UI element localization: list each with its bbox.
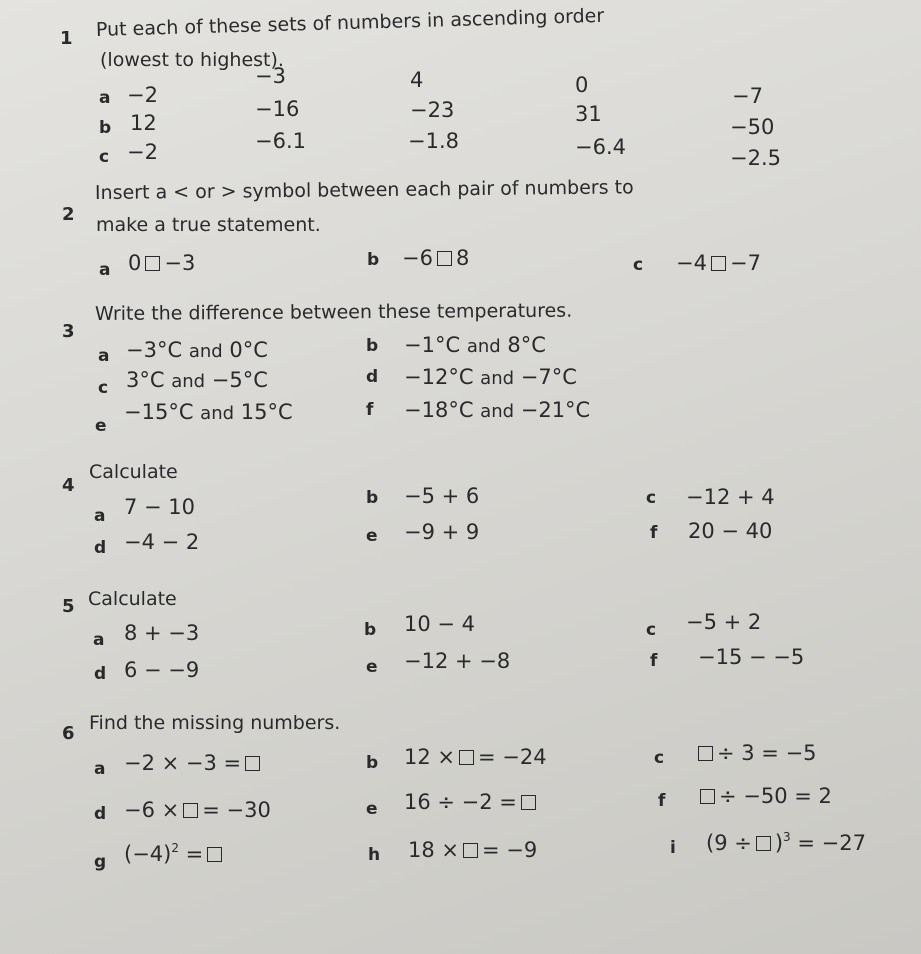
q3e-and: and bbox=[200, 403, 235, 424]
q1b-value-1: 12 bbox=[130, 111, 157, 135]
q1c-value-4: −6.4 bbox=[575, 135, 626, 159]
q1a-value-2: −3 bbox=[255, 64, 286, 88]
q4e-letter: e bbox=[366, 526, 378, 546]
q6i-pre: (9 ÷ bbox=[706, 831, 752, 855]
q3c-temp-2: −5°C bbox=[211, 368, 268, 392]
q6d-expression bbox=[124, 800, 271, 821]
q2c-left: −4 bbox=[676, 251, 707, 275]
q5c-letter: c bbox=[646, 620, 657, 640]
q2b-expression bbox=[402, 248, 469, 269]
q1-number: 1 bbox=[60, 28, 73, 49]
q1b-letter: b bbox=[99, 118, 112, 138]
q6b-post: = −24 bbox=[478, 745, 547, 769]
q2c-expression bbox=[676, 253, 761, 274]
q6a-expression bbox=[124, 753, 264, 774]
q4a-expression: 7 − 10 bbox=[124, 495, 196, 519]
q5d-letter: d bbox=[94, 664, 107, 684]
q3b-and: and bbox=[466, 336, 501, 357]
q6i-close-paren: ) bbox=[774, 831, 784, 855]
q6f-letter: f bbox=[658, 791, 666, 811]
q6h-answer-box[interactable] bbox=[463, 843, 478, 858]
q6e-pre: 16 ÷ −2 = bbox=[404, 790, 517, 814]
q1a-value-3: 4 bbox=[410, 68, 424, 92]
q5-instruction: Calculate bbox=[88, 588, 177, 610]
q3f-expression bbox=[404, 400, 590, 421]
q5e-letter: e bbox=[366, 657, 378, 677]
q6i-letter: i bbox=[670, 838, 676, 858]
q2c-answer-box[interactable] bbox=[711, 256, 726, 271]
q6f-post: ÷ −50 = 2 bbox=[719, 784, 832, 808]
q3b-temp-2: 8°C bbox=[507, 333, 546, 357]
q2a-letter: a bbox=[99, 260, 111, 280]
q3c-temp-1: 3°C bbox=[126, 368, 165, 392]
q3a-temp-2: 0°C bbox=[229, 338, 268, 362]
q6a-answer-box[interactable] bbox=[245, 756, 260, 771]
q3c-expression bbox=[126, 370, 268, 391]
q1b-value-4: 31 bbox=[575, 102, 602, 126]
q5a-letter: a bbox=[93, 630, 105, 650]
q2a-expression bbox=[128, 253, 195, 274]
q6i-expression bbox=[706, 830, 866, 855]
q3a-temp-1: −3°C bbox=[126, 338, 183, 362]
q6b-letter: b bbox=[366, 753, 379, 773]
q6g-pre: (−4) bbox=[124, 842, 172, 866]
q3b-temp-1: −1°C bbox=[404, 333, 461, 357]
q5f-expression: −15 − −5 bbox=[698, 645, 805, 669]
q3d-temp-2: −7°C bbox=[520, 365, 577, 389]
q6e-answer-box[interactable] bbox=[521, 795, 536, 810]
q1a-value-4: 0 bbox=[575, 73, 589, 97]
q1b-value-2: −16 bbox=[255, 97, 300, 121]
q6b-answer-box[interactable] bbox=[459, 750, 474, 765]
q6e-expression bbox=[404, 792, 540, 813]
q4d-expression: −4 − 2 bbox=[124, 530, 200, 554]
q3f-and: and bbox=[480, 401, 515, 422]
q3a-expression bbox=[126, 340, 268, 361]
q6b-pre: 12 × bbox=[404, 745, 455, 769]
q4b-expression: −5 + 6 bbox=[404, 484, 480, 508]
q6g-letter: g bbox=[94, 852, 107, 872]
q5f-letter: f bbox=[650, 651, 658, 671]
q3e-temp-2: 15°C bbox=[240, 400, 293, 424]
q3-instruction: Write the difference between these temperatures. bbox=[94, 299, 573, 325]
q6i-answer-box[interactable] bbox=[756, 836, 771, 851]
q6c-letter: c bbox=[654, 748, 665, 768]
q6d-answer-box[interactable] bbox=[183, 803, 198, 818]
q1a-value-1: −2 bbox=[127, 83, 158, 107]
q3a-letter: a bbox=[98, 346, 110, 366]
q5d-expression: 6 − −9 bbox=[124, 658, 200, 682]
q3d-and: and bbox=[480, 368, 515, 389]
q6b-expression bbox=[404, 747, 547, 768]
q3e-temp-1: −15°C bbox=[124, 400, 194, 424]
q3-number: 3 bbox=[62, 321, 75, 342]
q2b-letter: b bbox=[367, 250, 380, 270]
q1c-letter: c bbox=[99, 147, 110, 167]
q6d-pre: −6 × bbox=[124, 798, 180, 822]
q3e-letter: e bbox=[95, 416, 107, 436]
q6g-exponent: 2 bbox=[171, 841, 179, 855]
q4f-expression: 20 − 40 bbox=[688, 519, 773, 543]
q4-instruction: Calculate bbox=[89, 461, 178, 483]
q1c-value-1: −2 bbox=[127, 140, 158, 164]
q1c-value-3: −1.8 bbox=[408, 129, 459, 153]
q6f-expression bbox=[696, 786, 832, 807]
q5b-expression: 10 − 4 bbox=[404, 612, 476, 636]
q6e-letter: e bbox=[366, 799, 378, 819]
q6c-expression bbox=[694, 743, 817, 764]
q6i-post: = −27 bbox=[797, 831, 866, 855]
q1c-value-2: −6.1 bbox=[255, 129, 306, 153]
q2c-right: −7 bbox=[729, 251, 761, 275]
q6c-answer-box[interactable] bbox=[698, 746, 713, 761]
q6d-post: = −30 bbox=[202, 798, 271, 822]
q4c-expression: −12 + 4 bbox=[686, 485, 775, 509]
q2a-left: 0 bbox=[128, 251, 142, 275]
q4a-letter: a bbox=[94, 506, 106, 526]
q6h-expression bbox=[408, 840, 537, 861]
q6d-letter: d bbox=[94, 804, 107, 824]
q3d-expression bbox=[404, 367, 577, 388]
q6h-letter: h bbox=[368, 845, 381, 865]
q3b-expression bbox=[404, 335, 546, 356]
q6g-equals: = bbox=[185, 842, 204, 866]
q5b-letter: b bbox=[364, 620, 377, 640]
q4f-letter: f bbox=[650, 523, 658, 543]
q6i-exponent: 3 bbox=[783, 830, 791, 844]
q2a-right: −3 bbox=[164, 251, 196, 275]
q3f-temp-1: −18°C bbox=[404, 398, 474, 422]
q6a-letter: a bbox=[94, 759, 106, 779]
q2a-answer-box[interactable] bbox=[145, 256, 160, 271]
q6h-post: = −9 bbox=[482, 838, 538, 862]
q4-number: 4 bbox=[62, 475, 75, 496]
q6a-pre: −2 × −3 = bbox=[124, 751, 242, 775]
q2b-answer-box[interactable] bbox=[437, 251, 452, 266]
q3b-letter: b bbox=[366, 336, 379, 356]
q1c-value-5: −2.5 bbox=[730, 146, 781, 170]
q1a-letter: a bbox=[99, 88, 111, 108]
q3f-temp-2: −21°C bbox=[520, 398, 591, 422]
q2b-right: 8 bbox=[455, 246, 470, 270]
q6c-post: ÷ 3 = −5 bbox=[717, 741, 817, 765]
q4b-letter: b bbox=[366, 488, 379, 508]
q1-instruction-line1: Put each of these sets of numbers in ascending order bbox=[95, 4, 605, 41]
q4e-expression: −9 + 9 bbox=[404, 520, 480, 544]
q1b-value-3: −23 bbox=[410, 98, 455, 122]
q3c-and: and bbox=[171, 371, 206, 392]
q3f-letter: f bbox=[366, 400, 374, 420]
q3d-letter: d bbox=[366, 367, 379, 387]
q5a-expression: 8 + −3 bbox=[124, 621, 200, 645]
q6f-answer-box[interactable] bbox=[700, 789, 715, 804]
q2c-letter: c bbox=[633, 255, 644, 275]
q1b-value-5: −50 bbox=[730, 115, 775, 139]
q2b-left: −6 bbox=[402, 246, 433, 270]
q6g-expression bbox=[124, 841, 226, 866]
q3e-expression bbox=[124, 402, 293, 423]
q1a-value-5: −7 bbox=[732, 84, 763, 108]
q3a-and: and bbox=[188, 341, 223, 362]
q5-number: 5 bbox=[62, 596, 75, 617]
q1-instruction-line2: (lowest to highest). bbox=[100, 49, 284, 71]
q6-number: 6 bbox=[62, 723, 75, 744]
q4d-letter: d bbox=[94, 538, 107, 558]
q3d-temp-1: −12°C bbox=[404, 365, 474, 389]
q3c-letter: c bbox=[98, 378, 109, 398]
q6-instruction: Find the missing numbers. bbox=[89, 712, 341, 734]
q2-instruction-line2: make a true statement. bbox=[96, 214, 321, 236]
q6g-answer-box[interactable] bbox=[207, 847, 222, 862]
q2-number: 2 bbox=[62, 204, 75, 225]
q4c-letter: c bbox=[646, 488, 657, 508]
q5e-expression: −12 + −8 bbox=[404, 649, 511, 673]
q5c-expression: −5 + 2 bbox=[686, 610, 762, 634]
q6h-pre: 18 × bbox=[408, 838, 459, 862]
q2-instruction-line1: Insert a < or > symbol between each pair of numbers to bbox=[94, 176, 634, 204]
